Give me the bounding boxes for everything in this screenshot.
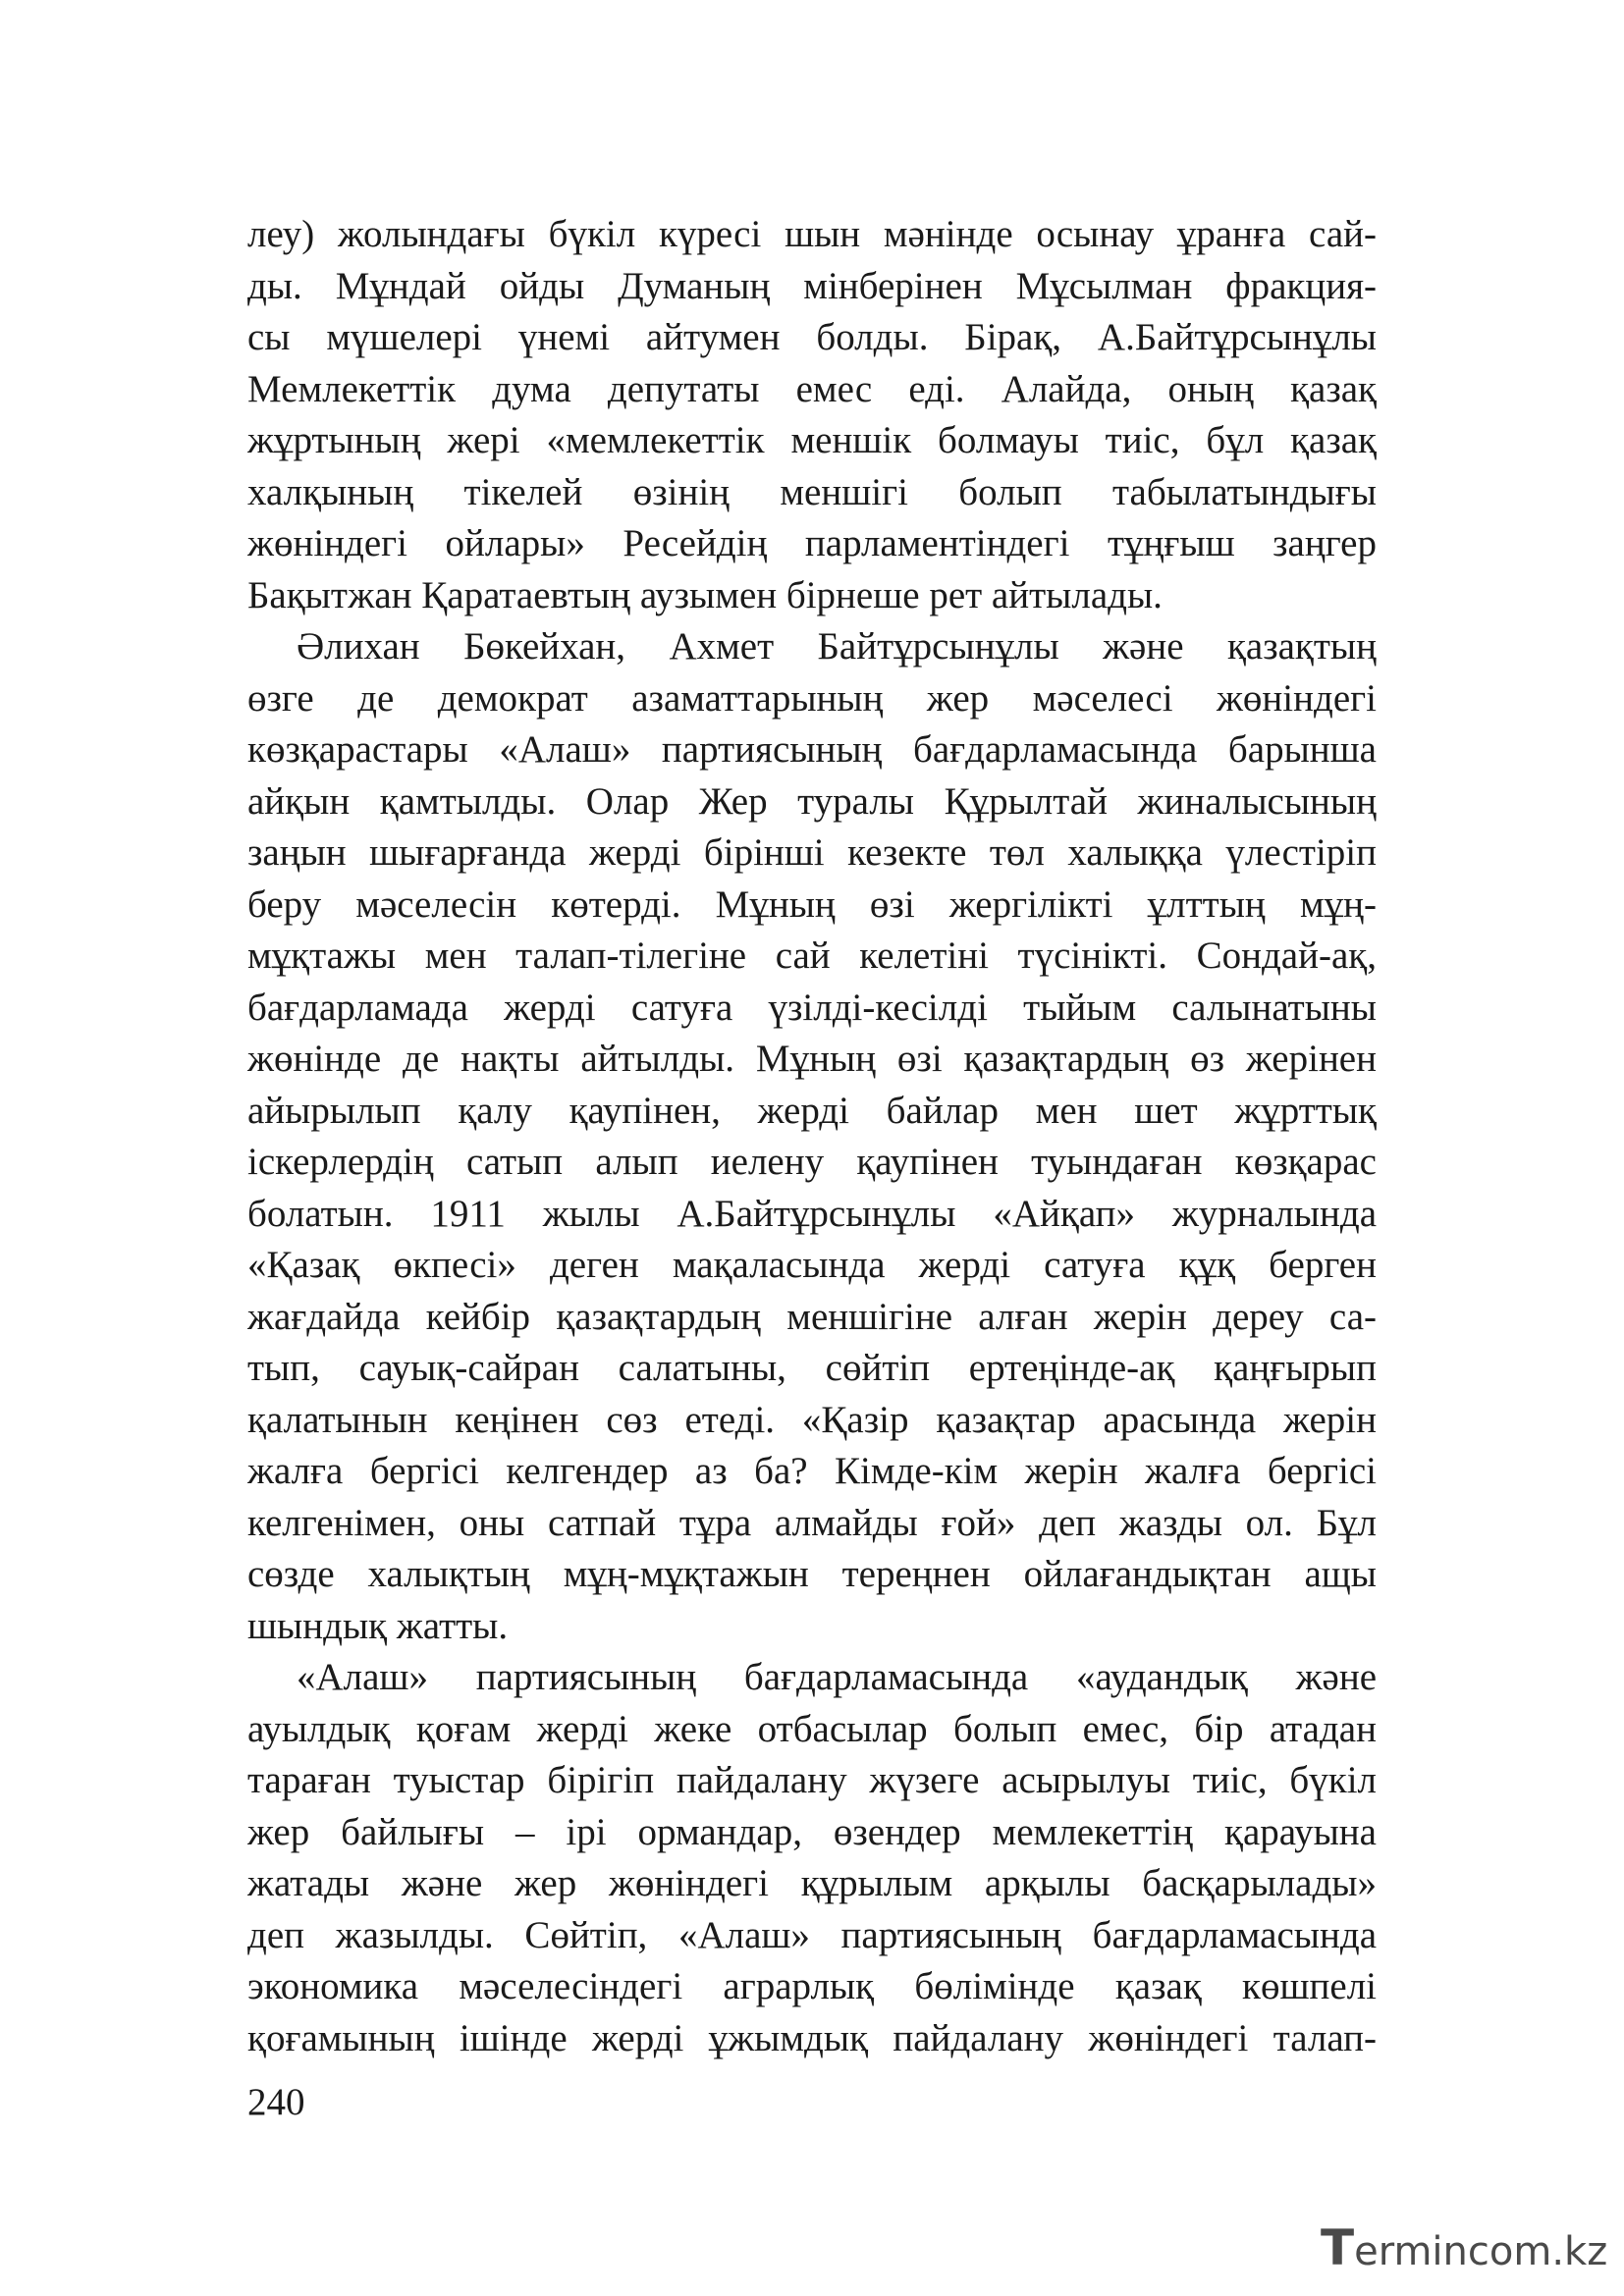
text-line: халқының тікелей өзінің меншігі болып табылатындығы <box>247 470 1377 513</box>
paragraph <box>247 209 1377 621</box>
text-line: Мемлекеттік дума депутаты емес еді. Алайда, оның қазақ <box>247 367 1377 410</box>
text-line: экономика мәселесіндегі аграрлық бөлімінде қазақ көшпелі <box>247 1965 1377 2007</box>
text-line: жалға бергісі келгендер аз ба? Кімде-кім жерін жалға бергісі <box>247 1450 1377 1492</box>
text-line: тып, сауық-сайран салатыны, сөйтіп ертеңінде-ақ қаңғырып <box>247 1347 1377 1389</box>
text-line: леу) жолындағы бүкіл күресі шын мәнінде осынау ұранға сай- <box>247 213 1377 255</box>
text-line: заңын шығарғанда жерді бірінші кезекте төл халыққа үлестіріп <box>247 831 1377 874</box>
text-line: «Қазақ өкпесі» деген мақаласында жерді сатуға құқ берген <box>247 1244 1377 1286</box>
text-line: «Алаш» партиясының бағдарламасында «аудандық және <box>297 1656 1377 1698</box>
text-line: айқын қамтылды. Олар Жер туралы Құрылтай жиналысының <box>247 779 1377 823</box>
text-line: келгенімен, оны сатпай тұра алмайды ғой» деп жазды ол. Бұл <box>247 1501 1377 1544</box>
text-line: іскерлердің сатып алып иелену қаупінен туындаған көзқарас <box>247 1141 1377 1183</box>
text-line: тараған туыстар бірігіп пайдалану жүзеге асырылуы тиіс, бүкіл <box>247 1759 1377 1801</box>
text-line: айырылып қалу қаупінен, жерді байлар мен шет жұрттық <box>247 1089 1377 1132</box>
text-line: болатын. 1911 жылы А.Байтұрсынұлы «Айқап» журналында <box>247 1192 1377 1235</box>
text-line: беру мәселесін көтерді. Мұның өзі жергілікті ұлттың мұң- <box>247 882 1377 926</box>
watermark-text: ermincom.kz <box>1354 2229 1608 2274</box>
text-line: өзге де демократ азаматтарының жер мәселесі жөніндегі <box>247 676 1377 720</box>
text-line: қалатынын кеңінен сөз етеді. «Қазір қазақтар арасында жерін <box>247 1398 1377 1441</box>
text-line: ауылдық қоғам жерді жеке отбасылар болып емес, бір атадан <box>247 1707 1377 1750</box>
watermark-logo <box>1321 2219 1608 2276</box>
text-line: деп жазылды. Сөйтіп, «Алаш» партиясының бағдарламасында <box>247 1913 1377 1956</box>
text-line: шындық жатты. <box>247 1604 509 1647</box>
text-line: бағдарламада жерді сатуға үзілді-кесілді тыйым салынатыны <box>247 986 1377 1029</box>
page-number: 240 <box>247 2081 305 2123</box>
paragraph <box>247 621 1377 1652</box>
text-line: ды. Мұндай ойды Думаның мінберінен Мұсылман фракция- <box>247 264 1377 307</box>
text-line: Бақытжан Қаратаевтың аузымен бірнеше рет айтылады. <box>247 573 1163 616</box>
paragraph <box>247 1652 1377 2064</box>
text-line: жөнінде де нақты айтылды. Мұның өзі қазақтардың өз жерінен <box>247 1038 1377 1080</box>
text-line: жер байлығы – ірі ормандар, өзендер мемлекеттің қарауына <box>247 1810 1377 1853</box>
text-line: жатады және жер жөніндегі құрылым арқылы басқарылады» <box>247 1862 1377 1904</box>
text-line: жағдайда кейбір қазақтардың меншігіне алған жерін дереу са- <box>247 1295 1377 1338</box>
text-line: мұқтажы мен талап-тілегіне сай келетіні түсінікті. Сондай-ақ, <box>247 934 1377 977</box>
text-line: Әлихан Бөкейхан, Ахмет Байтұрсынұлы және қазақтың <box>297 625 1377 667</box>
text-line: жұртының жері «мемлекеттік меншік болмауы тиіс, бұл қазақ <box>247 419 1377 461</box>
watermark-initial: T <box>1321 2219 1355 2276</box>
text-line: көзқарастары «Алаш» партиясының бағдарламасында барынша <box>247 728 1377 771</box>
text-line: сөзде халықтың мұң-мұқтажын тереңнен ойлағандықтан ащы <box>247 1553 1377 1595</box>
text-line: қоғамының ішінде жерді ұжымдық пайдалану жөніндегі талап- <box>247 2016 1377 2059</box>
text-line: сы мүшелері үнемі айтумен болды. Бірақ, А.Байтұрсынұлы <box>247 316 1377 358</box>
body-text <box>247 209 1377 2064</box>
text-line: жөніндегі ойлары» Ресейдің парламентіндегі тұңғыш заңгер <box>247 522 1377 564</box>
